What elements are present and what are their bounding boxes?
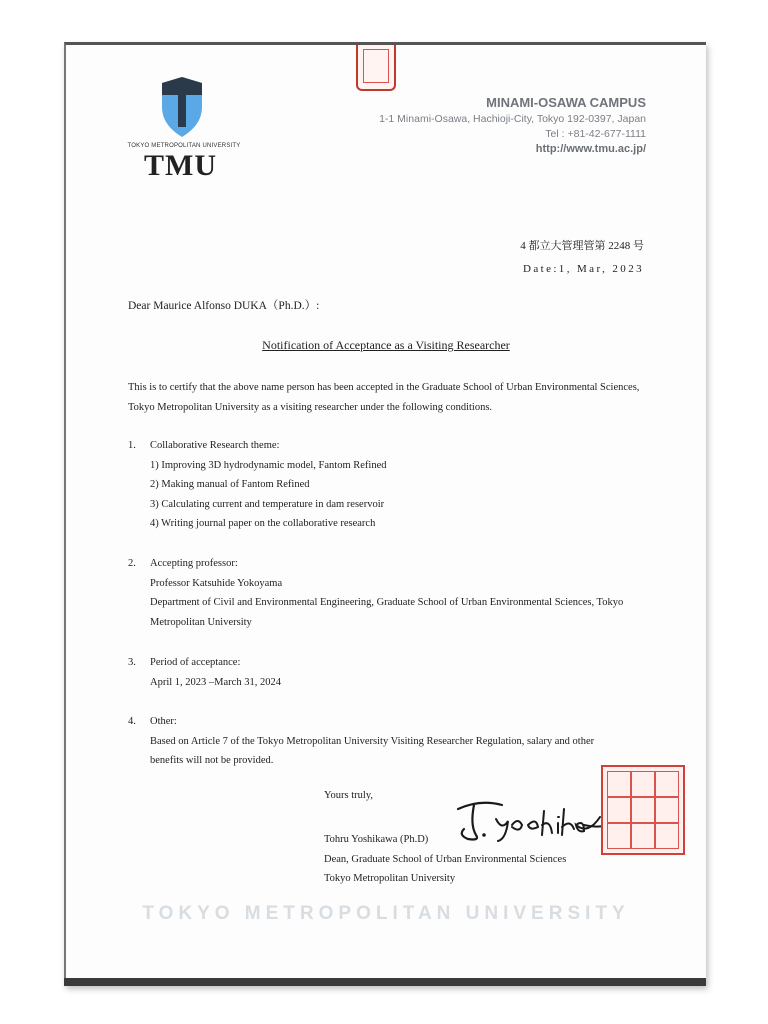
letter-page: [64, 42, 706, 985]
campus-tel: Tel : +81-42-677-1111: [545, 128, 646, 140]
period-range: April 1, 2023 –March 31, 2024: [150, 676, 281, 688]
university-abbreviation: TMU: [144, 149, 217, 182]
closing: Yours truly,: [324, 790, 374, 801]
salutation: Dear Maurice Alfonso DUKA（Ph.D.）:: [128, 300, 320, 312]
signatory-name: Tohru Yoshikawa (Ph.D): [324, 834, 429, 845]
campus-address: 1-1 Minami-Osawa, Hachioji-City, Tokyo 192-0397, Japan: [379, 113, 646, 125]
footer-watermark: TOKYO METROPOLITAN UNIVERSITY: [142, 903, 630, 924]
professor-department: Department of Civil and Environmental Engineering, Graduate School of Urban Environmental Sciences, Tokyo Metropolitan University: [150, 597, 624, 628]
campus-name: MINAMI-OSAWA CAMPUS: [486, 95, 646, 110]
reference-date: Date:1, Mar, 2023: [522, 263, 644, 275]
signatory-block: [324, 830, 566, 889]
top-seal-stamp: [356, 45, 396, 91]
section-research-theme: [128, 436, 387, 534]
campus-info: [379, 95, 646, 155]
list-item: 3) Calculating current and temperature in dam reservoir: [150, 498, 385, 510]
section-title: Period of acceptance:: [150, 657, 241, 668]
signatory-org: Tokyo Metropolitan University: [324, 873, 456, 884]
shield-logo-icon: [158, 77, 206, 137]
section-period: [128, 653, 281, 692]
section-number: 4.: [128, 716, 136, 727]
list-item: 1) Improving 3D hydrodynamic model, Fantom Refined: [150, 459, 387, 471]
list-item: 4) Writing journal paper on the collaborative research: [150, 518, 376, 529]
campus-url[interactable]: http://www.tmu.ac.jp/: [535, 143, 646, 155]
section-number: 3.: [128, 657, 136, 668]
section-other: [128, 712, 628, 771]
intro-paragraph: This is to certify that the above name person has been accepted in the Graduate School of Urban Environmental Sciences, Tokyo Metropolitan University as a visiting researcher under the following conditions.: [128, 382, 640, 413]
section-accepting-professor: [128, 554, 628, 632]
professor-name: Professor Katsuhide Yokoyama: [150, 577, 283, 589]
section-number: 1.: [128, 440, 136, 451]
dean-seal-stamp: [601, 765, 685, 855]
reference-block: [520, 237, 644, 275]
section-title: Collaborative Research theme:: [150, 440, 280, 451]
section-number: 2.: [128, 558, 136, 569]
signatory-title: Dean, Graduate School of Urban Environmental Sciences: [324, 853, 567, 865]
other-text: Based on Article 7 of the Tokyo Metropolitan University Visiting Researcher Regulation, salary and other benefits will not be provided.: [150, 735, 595, 766]
section-title: Other:: [150, 716, 177, 727]
section-title: Accepting professor:: [150, 558, 238, 569]
page-bottom-edge: [64, 978, 706, 986]
letter-subject: Notification of Acceptance as a Visiting Researcher: [262, 338, 510, 352]
reference-number: 4 都立大管理管第 2248 号: [520, 240, 644, 252]
list-item: 2) Making manual of Fantom Refined: [150, 479, 310, 490]
university-name-small: TOKYO METROPOLITAN UNIVERSITY: [127, 143, 241, 149]
